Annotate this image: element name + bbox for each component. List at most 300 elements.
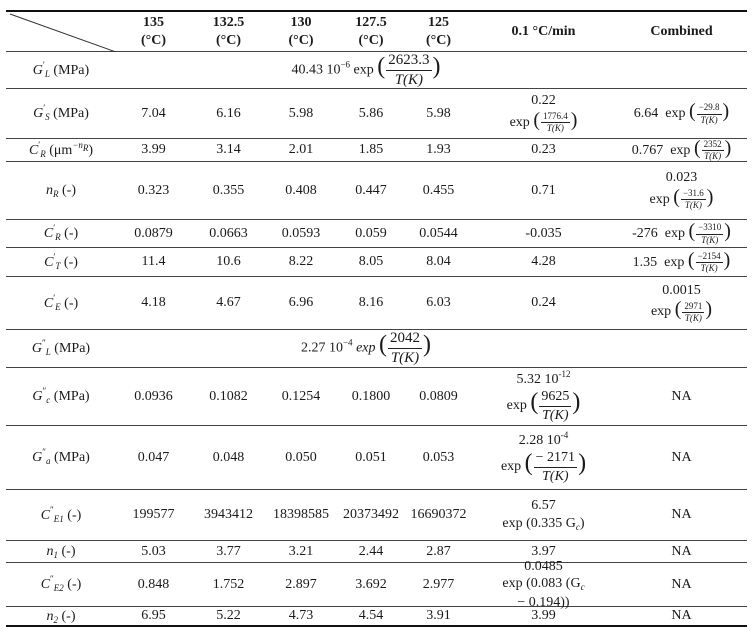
table-header-row	[6, 10, 747, 52]
rate-cell: 2.28 $10^{-4}$ exp ( $\frac{- 2171}{T(K)}$ )	[500, 429, 587, 484]
fraction-numerator: −3310	[696, 222, 723, 234]
fraction	[702, 139, 724, 163]
cell-value: 5.98	[288, 105, 314, 121]
formula-function: exp	[664, 254, 685, 270]
value-cell	[406, 563, 471, 606]
row-symbol: n	[46, 608, 54, 624]
value-cell	[266, 368, 336, 425]
row-subscript: a	[46, 456, 51, 467]
table-row	[6, 52, 747, 89]
fraction	[681, 188, 706, 212]
value-cell	[406, 607, 471, 625]
table-row	[6, 541, 747, 563]
table-row	[6, 162, 747, 220]
value-cell	[336, 563, 406, 606]
value-cell	[191, 607, 266, 625]
value-cell	[116, 541, 191, 562]
rate-cell	[471, 607, 616, 625]
cell-value: 199577	[132, 507, 175, 523]
header-col-125	[406, 12, 471, 51]
value-cell	[266, 220, 336, 247]
cell-value: 11.4	[141, 254, 166, 270]
fraction-numerator: 2623.3	[386, 51, 431, 71]
header-value: Combined	[650, 23, 713, 39]
table-row	[6, 220, 747, 248]
table-row	[6, 136, 747, 162]
formula-function: exp	[509, 114, 530, 130]
fraction-denominator: T(K)	[390, 350, 420, 366]
header-value: 127.5	[355, 15, 387, 30]
row-label	[6, 52, 116, 88]
value-cell	[336, 541, 406, 562]
unit-close: )	[88, 142, 94, 158]
cell-value: 0.050	[285, 449, 317, 465]
table-row	[6, 607, 747, 627]
cell-value: NA	[671, 449, 692, 465]
cell-value: 8.22	[288, 254, 314, 270]
row-prime: ′	[42, 59, 45, 70]
diagonal-divider-icon	[6, 12, 116, 52]
row-subscript: 1	[53, 550, 58, 561]
cell-value: 0.355	[212, 182, 245, 198]
fraction-numerator: −2154	[696, 251, 723, 263]
value-cell	[191, 563, 266, 606]
row-label	[6, 89, 116, 138]
fraction-denominator: T(K)	[546, 123, 564, 134]
value-cell	[336, 490, 406, 540]
cell-value: 4.18	[141, 295, 166, 311]
cell-value: 2.87	[426, 543, 451, 559]
fraction	[696, 222, 723, 246]
fraction-numerator: 2042	[388, 329, 422, 349]
value-cell	[406, 426, 471, 489]
cell-value: 0.1082	[209, 388, 248, 404]
formula-body: exp (0.335 G	[502, 515, 576, 531]
header-col-combined	[616, 12, 747, 51]
row-symbol: G	[31, 341, 43, 357]
cell-value: 8.04	[426, 254, 451, 270]
fraction	[534, 449, 577, 485]
value-cell	[266, 89, 336, 138]
row-label	[6, 139, 116, 161]
header-col-132-5	[191, 12, 266, 51]
value-cell	[116, 248, 191, 276]
cell-value: 0.047	[137, 449, 170, 465]
value-cell	[266, 490, 336, 540]
value-cell	[406, 277, 471, 329]
row-unit: (-)	[61, 608, 76, 624]
fraction	[541, 111, 570, 135]
combined-cell	[616, 368, 747, 425]
table-row	[6, 89, 747, 139]
cell-value: 18398585	[273, 507, 329, 523]
value-cell	[406, 541, 471, 562]
value-cell	[191, 139, 266, 161]
value-cell	[116, 490, 191, 540]
cell-value: NA	[671, 543, 692, 559]
fraction-denominator: T(K)	[684, 312, 702, 323]
formula-coefficient: 0.0015	[662, 282, 701, 298]
value-cell	[336, 277, 406, 329]
value-cell	[191, 426, 266, 489]
cell-value: 5.86	[358, 105, 384, 121]
formula-close: )	[579, 515, 585, 531]
fraction-denominator: T(K)	[701, 234, 719, 245]
value-cell	[336, 426, 406, 489]
row-symbol: C	[43, 295, 54, 311]
fraction	[388, 329, 422, 368]
cell-value: 1.93	[426, 142, 451, 158]
cell-value: 6.16	[216, 105, 241, 121]
combined-cell	[616, 426, 747, 489]
value-cell	[406, 220, 471, 247]
rate-cell	[471, 558, 616, 610]
spanned-formula: 2.27 $10^{-4}$ exp ( $\frac{2042}{T(K)}$ )	[300, 330, 431, 366]
cell-value: 6.96	[288, 295, 314, 311]
row-symbol: C	[28, 142, 39, 158]
value-cell	[116, 162, 191, 219]
table-row	[6, 426, 747, 490]
row-subscript: E	[55, 301, 61, 312]
formula-subscript: c	[580, 582, 585, 593]
row-unit: (MPa)	[54, 450, 90, 466]
unit-exponent: −n	[72, 139, 83, 150]
row-prime: ″	[50, 574, 54, 585]
formula-coefficient: 0.023	[665, 170, 698, 186]
cell-value: 0.71	[531, 182, 556, 198]
cell-value: 0.0544	[419, 225, 458, 241]
fraction	[386, 51, 431, 90]
formula-function: exp	[664, 226, 685, 242]
cell-value: NA	[671, 388, 692, 404]
combined-cell	[616, 541, 747, 562]
cell-value: 3.692	[355, 576, 387, 592]
cell-value: 2.897	[285, 576, 317, 592]
header-value: 125	[427, 15, 449, 30]
table-row	[6, 558, 747, 610]
formula-coefficient: 2.28 10	[518, 432, 561, 448]
value-cell	[266, 139, 336, 161]
row-subscript: S	[45, 112, 50, 123]
row-subscript: c	[46, 395, 51, 406]
row-prime: ″	[42, 447, 47, 458]
cell-value: 0.323	[137, 182, 170, 198]
formula-coefficient: 2.27 10	[300, 340, 343, 356]
cell-value: 3.99	[531, 608, 556, 624]
formula-function: exp	[500, 459, 522, 475]
row-subscript: E2	[53, 583, 64, 594]
fraction-numerator: 9625	[539, 388, 571, 407]
cell-value: 6.95	[141, 608, 166, 624]
fraction-numerator: 2971	[682, 301, 704, 313]
value-cell	[116, 368, 191, 425]
header-col-rate	[471, 12, 616, 51]
fraction-numerator: −31.6	[681, 188, 706, 200]
value-cell	[116, 607, 191, 625]
cell-value: 0.1254	[281, 388, 321, 404]
row-unit: (MPa)	[53, 62, 90, 78]
value-cell	[406, 139, 471, 161]
cell-value: 0.0936	[134, 388, 173, 404]
formula-function: exp	[353, 62, 374, 78]
value-cell	[266, 162, 336, 219]
row-prime: ′	[53, 292, 56, 303]
row-unit: (MPa)	[54, 341, 91, 357]
formula-exponent: −6	[340, 59, 351, 70]
row-label	[6, 490, 116, 540]
formula-body: exp (0.083 (G	[502, 576, 581, 592]
fraction-denominator: T(K)	[700, 263, 718, 274]
row-unit: (μm	[49, 142, 73, 158]
spanned-formula: 40.43 $10^{-6}$ exp ( $\frac{2623.3}{T(K)}$ )	[291, 51, 441, 88]
row-unit: (MPa)	[53, 389, 90, 405]
combined-cell: 0.767 exp ( $\frac{2352}{T(K)}$ )	[631, 136, 732, 162]
cell-value: 0.848	[137, 576, 170, 592]
row-symbol: G	[32, 389, 43, 405]
value-cell	[266, 607, 336, 625]
combined-cell: -276 exp ( $\frac{-3310}{T(K)}$ )	[632, 220, 731, 245]
value-cell	[116, 426, 191, 489]
row-symbol: C	[43, 226, 54, 242]
combined-cell: 1.35 exp ( $\frac{-2154}{T(K)}$ )	[632, 248, 731, 274]
row-label	[6, 426, 116, 489]
cell-value: 1.752	[212, 576, 245, 592]
row-subscript: R	[40, 148, 46, 159]
cell-value: -0.035	[525, 225, 562, 241]
value-cell	[336, 139, 406, 161]
header-unit: (°C)	[140, 32, 167, 48]
value-cell	[116, 277, 191, 329]
row-unit: (-)	[67, 577, 82, 593]
formula-function: exp	[670, 142, 691, 158]
fraction	[539, 388, 571, 424]
combined-cell: 0.0015 exp ( $\frac{2971}{T(K)}$ )	[650, 282, 713, 323]
value-cell	[266, 541, 336, 562]
row-label	[6, 368, 116, 425]
fraction-denominator: T(K)	[542, 468, 569, 484]
fraction-numerator: −29.8	[697, 102, 722, 114]
value-cell	[191, 541, 266, 562]
row-subscript: R	[55, 232, 61, 243]
unit-exponent-sub: R	[82, 142, 89, 153]
cell-value: NA	[671, 576, 692, 592]
cell-value: 4.67	[216, 295, 241, 311]
formula-continuation: − 0.194))	[517, 594, 570, 610]
combined-cell	[616, 563, 747, 606]
rate-cell	[471, 139, 616, 161]
formula-coefficient: 1.35	[632, 254, 658, 270]
header-value: 132.5	[212, 15, 245, 30]
cell-value: 4.28	[531, 254, 556, 270]
row-label	[6, 277, 116, 329]
cell-value: 0.0879	[134, 225, 173, 241]
cell-value: 5.22	[216, 608, 241, 624]
formula-exponent: -4	[560, 429, 569, 440]
row-symbol: C	[40, 507, 51, 523]
row-prime: ′	[53, 223, 56, 234]
fraction-numerator: 1776.4	[541, 111, 570, 123]
row-label	[6, 162, 116, 219]
row-prime: ″	[42, 386, 47, 397]
cell-value: 0.048	[212, 449, 245, 465]
formula-exponent: -12	[558, 368, 571, 379]
row-symbol: C	[40, 577, 51, 593]
value-cell	[191, 248, 266, 276]
formula-coefficient: 0.0485	[524, 558, 563, 574]
cell-value: 10.6	[216, 254, 241, 270]
value-cell	[336, 368, 406, 425]
formula-function: exp	[649, 191, 670, 207]
value-cell	[336, 607, 406, 625]
header-value: 135	[142, 15, 164, 30]
value-cell	[116, 89, 191, 138]
cell-value: 0.0809	[419, 388, 458, 404]
value-cell	[116, 563, 191, 606]
row-unit: (-)	[63, 254, 78, 270]
formula-coefficient: -276	[632, 226, 658, 242]
cell-value: 0.051	[355, 449, 387, 465]
cell-value: 0.455	[422, 182, 455, 198]
cell-value: 2.44	[358, 543, 384, 559]
value-cell	[191, 220, 266, 247]
cell-value: 0.0593	[281, 225, 321, 241]
formula-coefficient: 0.767	[631, 142, 664, 158]
row-subscript: E1	[53, 513, 64, 524]
cell-value: 7.04	[141, 105, 166, 121]
row-prime: ′	[38, 139, 41, 150]
rate-cell	[471, 490, 616, 540]
row-subscript: L	[45, 347, 51, 358]
cell-value: 0.059	[355, 225, 387, 241]
value-cell	[191, 490, 266, 540]
row-subscript: 2	[53, 614, 58, 625]
row-label	[6, 607, 116, 625]
row-symbol: n	[46, 183, 53, 199]
formula-exponent: −4	[342, 337, 353, 348]
value-cell	[406, 368, 471, 425]
value-cell	[266, 426, 336, 489]
formula-function: exp	[356, 340, 376, 356]
value-cell	[336, 89, 406, 138]
rate-cell	[471, 220, 616, 247]
row-prime: ″	[42, 338, 46, 349]
row-unit: (-)	[62, 183, 76, 199]
row-label	[6, 541, 116, 562]
combined-cell: 0.023 exp ( $\frac{-31.6}{T(K)}$ )	[649, 170, 714, 211]
row-label	[6, 330, 116, 367]
cell-value: 3943412	[204, 507, 253, 523]
value-cell	[116, 220, 191, 247]
rate-cell: 0.22 exp ( $\frac{1776.4}{T(K)}$ )	[509, 93, 578, 134]
combined-cell: 6.64 exp ( $\frac{-29.8}{T(K)}$ )	[633, 100, 730, 125]
rate-cell	[471, 162, 616, 219]
rate-cell	[471, 277, 616, 329]
rate-cell: 5.32 $10^{-12}$ exp ( $\frac{9625}{T(K)}$ )	[506, 368, 581, 423]
header-col-127-5	[336, 12, 406, 51]
header-value: 0.1 °C/min	[511, 23, 576, 39]
cell-value: 3.97	[531, 543, 556, 559]
cell-value: 0.408	[285, 182, 317, 198]
value-cell	[191, 277, 266, 329]
row-symbol: G	[33, 106, 44, 122]
formula-function: exp	[650, 304, 672, 320]
table-row	[6, 368, 747, 426]
cell-value: 2.977	[422, 576, 455, 592]
row-symbol: C	[44, 254, 54, 270]
fraction	[696, 251, 723, 275]
value-cell	[266, 563, 336, 606]
cell-value: 3.14	[216, 142, 241, 158]
fraction-denominator: T(K)	[394, 71, 424, 88]
row-symbol: n	[46, 544, 54, 560]
row-label	[6, 220, 116, 247]
row-symbol: G	[32, 450, 43, 466]
cell-value: 3.77	[216, 543, 241, 559]
header-col-130	[266, 12, 336, 51]
header-col-135	[116, 12, 191, 51]
formula-function: exp	[665, 106, 686, 122]
fraction-denominator: T(K)	[704, 151, 722, 162]
cell-value: 20373492	[343, 507, 399, 523]
row-prime: ″	[50, 504, 54, 515]
row-unit: (MPa)	[53, 106, 89, 122]
value-cell	[336, 162, 406, 219]
cell-value: 5.03	[141, 543, 166, 559]
cell-value: NA	[671, 608, 692, 624]
value-cell	[406, 490, 471, 540]
cell-value: 8.05	[358, 254, 384, 270]
value-cell	[191, 89, 266, 138]
header-unit: (°C)	[358, 32, 384, 48]
row-unit: (-)	[64, 226, 79, 242]
header-unit: (°C)	[425, 32, 452, 48]
cell-value: 0.053	[422, 449, 455, 465]
row-subscript: R	[53, 189, 59, 200]
formula-subscript: c	[575, 521, 580, 532]
cell-value: 1.85	[358, 142, 384, 158]
formula-coefficient: 5.32 10	[516, 371, 559, 387]
cell-value: 5.98	[426, 105, 451, 121]
cell-value: 3.21	[288, 543, 314, 559]
fraction-denominator: T(K)	[542, 407, 569, 423]
fraction	[682, 301, 704, 325]
value-cell	[406, 89, 471, 138]
table-row	[6, 248, 747, 277]
fraction-denominator: T(K)	[700, 114, 718, 125]
fraction-denominator: T(K)	[684, 200, 702, 211]
table-row	[6, 330, 747, 368]
value-cell	[336, 248, 406, 276]
cell-value: 4.54	[358, 608, 384, 624]
fraction	[697, 102, 722, 126]
formula-coefficient: 0.22	[531, 93, 556, 109]
value-cell	[266, 277, 336, 329]
formula-coefficient: 6.64	[633, 106, 659, 122]
header-value: 130	[290, 15, 312, 30]
row-subscript: T	[55, 260, 61, 271]
value-cell	[406, 162, 471, 219]
combined-cell	[616, 607, 747, 625]
row-unit: (-)	[61, 544, 76, 560]
formula-coefficient: 6.57	[531, 498, 556, 514]
cell-value: 16690372	[410, 507, 467, 523]
value-cell	[191, 162, 266, 219]
value-cell	[116, 139, 191, 161]
cell-value: 4.73	[288, 608, 314, 624]
row-label	[6, 563, 116, 606]
formula-function: exp	[506, 398, 527, 414]
table-row	[6, 277, 747, 330]
